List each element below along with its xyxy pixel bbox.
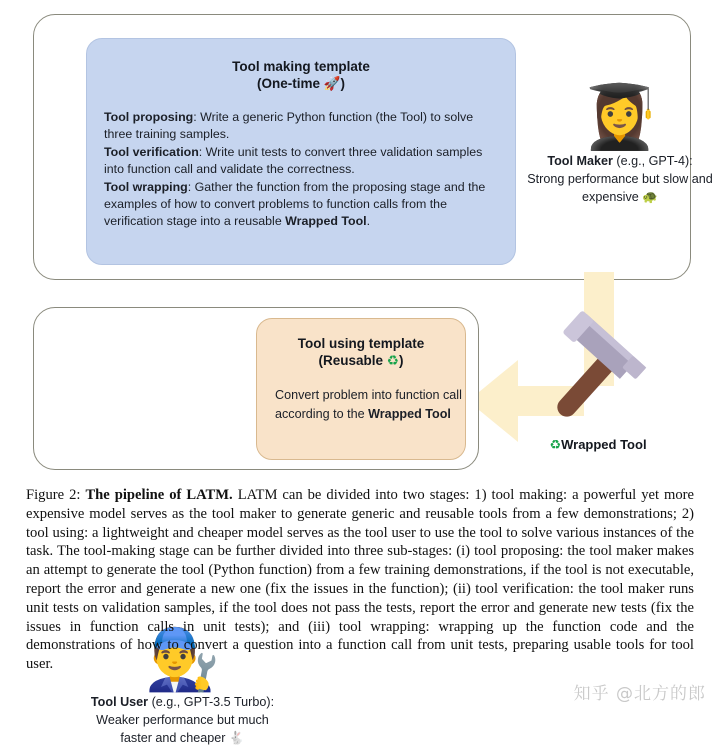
tool-making-template-box bbox=[86, 38, 516, 265]
tool-maker-description: Strong performance but slow and expensive bbox=[527, 171, 713, 205]
tool-verification-text: : Write unit tests to convert three validation samples into function call and validate the correctness. bbox=[104, 144, 483, 177]
wrapped-tool-label bbox=[508, 437, 688, 453]
tool-making-template-title bbox=[87, 39, 515, 93]
tool-maker-role: Tool Maker bbox=[547, 154, 613, 168]
figure-caption bbox=[26, 486, 694, 674]
tool-making-title-line1: Tool making template bbox=[232, 59, 370, 74]
tool-user-description: Weaker performance but much faster and cheaper bbox=[96, 712, 269, 746]
hammer-icon bbox=[524, 313, 660, 435]
graduate-woman-emoji: 👩‍🎓 bbox=[581, 80, 659, 153]
tool-wrapping-tail: . bbox=[366, 214, 371, 229]
turtle-icon: 🐢 bbox=[642, 189, 658, 205]
rabbit-icon: 🐇 bbox=[228, 730, 245, 746]
recycle-icon: ♻ bbox=[386, 353, 399, 369]
caption-bold-title: The pipeline of LATM. bbox=[85, 487, 233, 503]
tool-using-template-box bbox=[256, 318, 466, 460]
tool-wrapping-label: Tool wrapping bbox=[104, 179, 188, 194]
tool-user-role: Tool User bbox=[90, 695, 149, 709]
tool-making-template-body bbox=[87, 93, 515, 231]
tool-making-card bbox=[33, 14, 713, 280]
tool-using-wrapped-tool: Wrapped Tool bbox=[368, 406, 451, 421]
tool-wrapping-text: : Gather the function from the proposing stage and the examples of how to convert problems to function calls from the verification stage into a reusable bbox=[104, 179, 486, 229]
tool-maker-persona bbox=[526, 81, 714, 207]
caption-figure-number: Figure 2: bbox=[26, 487, 86, 503]
rocket-icon: 🚀 bbox=[323, 76, 341, 92]
tool-user-role-suffix: (e.g., GPT-3.5 Turbo): bbox=[148, 695, 275, 709]
tool-verification-item bbox=[104, 145, 482, 176]
wrapped-tool-label-text: Wrapped Tool bbox=[561, 437, 647, 452]
tool-using-title-line1: Tool using template bbox=[297, 336, 425, 351]
tool-using-template-title bbox=[257, 319, 465, 370]
tool-user-caption bbox=[80, 694, 285, 748]
tool-using-template-body bbox=[257, 370, 465, 423]
tool-wrapping-wrapped-tool: Wrapped Tool bbox=[285, 214, 367, 229]
tool-maker-role-suffix: (e.g., GPT-4): bbox=[612, 154, 693, 168]
tool-making-title-line2: (One-time 🚀) bbox=[256, 76, 346, 92]
caption-body: LATM can be divided into two stages: 1) tool making: a powerful yet more expensive model serves as the tool maker to generate generic and reusable tools from a few demonstrations; 2) tool using: a lightweight and cheaper model serves as the tool user to use the tool to solve various instances of the task. The tool-making stage can be further divided into three sub-stages: (i) tool proposing: the tool maker makes an attempt to generate the tool (Python function) from a few training demonstrations, if the tool is not executable, report the error and generate a new one (fix the issues in the function); (ii) tool verification: the tool maker runs unit tests on validation samples, if the tool does not pass the tests, report the error and generate new tests (fix the issues in function calls in unit tests); and (iii) tool wrapping: wrapping up the function code and the demonstrations of how to convert a question into a function call from unit tests, preparing usable tools for tool user. bbox=[26, 487, 694, 673]
tool-proposing-item bbox=[104, 110, 473, 141]
zhihu-watermark: 知乎 @北方的郎 bbox=[573, 684, 706, 704]
recycle-icon: ♻ bbox=[549, 438, 562, 453]
mechanic-man-emoji: 👨‍🔧 bbox=[145, 625, 220, 695]
tool-using-body-text: Convert problem into function call according to the bbox=[275, 388, 462, 421]
tool-maker-caption bbox=[526, 153, 714, 207]
tool-using-title-line2: (Reusable ♻) bbox=[318, 353, 404, 369]
tool-wrapping-item bbox=[104, 180, 485, 229]
tool-proposing-label: Tool proposing bbox=[104, 110, 194, 124]
tool-verification-label: Tool verification bbox=[104, 144, 199, 159]
tool-proposing-text: : Write a generic Python function (the Tool) to solve three training samples. bbox=[104, 110, 474, 142]
